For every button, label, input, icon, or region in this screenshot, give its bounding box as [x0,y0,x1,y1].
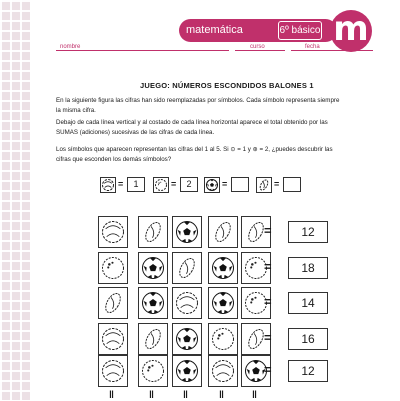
grid-cell [138,323,168,355]
row-sum-box: 12 [288,360,328,382]
brand-logo: m [330,10,372,52]
grid-cell [172,252,202,284]
instruction-line: Debajo de cada línea vertical y al costado de cada línea horizontal aparece el total obtenido por las [56,119,328,126]
grid-cell [98,216,128,248]
equals-sign: = [264,223,272,238]
subject-label: matemática [186,24,243,36]
golf-ball-icon [153,177,169,193]
date-label: fecha [305,44,320,50]
equals-sign: = [264,294,272,309]
instruction-line: cifras que esconden los demás símbolos? [56,156,172,163]
equals-sign: = [264,259,272,274]
volleyball-icon [100,177,116,193]
date-line [291,50,373,51]
grid-cell [208,287,238,319]
name-line [56,50,229,51]
grid-cell [172,216,202,248]
course-label: curso [250,44,265,50]
equals-sign: = [264,330,272,345]
instruction-line: En la siguiente figura las cifras han sido reemplazadas por símbolos. Cada símbolo representa siempre [56,97,340,104]
grid-cell [138,252,168,284]
grid-cell [98,323,128,355]
row-sum-box: 18 [288,257,328,279]
equals-sign: = [171,179,177,189]
grid-cell [172,323,202,355]
grid-cell [172,287,202,319]
grade-label: 6º básico [278,21,322,40]
name-label: nombre [60,44,81,50]
grid-cell [208,323,238,355]
symbol-value-box[interactable] [283,177,301,192]
rugby-ball-icon [256,177,272,193]
soccer-ball-icon [204,177,220,193]
row-sum-box: 12 [288,221,328,243]
row-sum-box: 14 [288,292,328,314]
column-equals-sign: ‖ [183,390,188,401]
column-equals-sign: ‖ [109,390,114,401]
decorative-sidebar [0,0,30,400]
column-equals-sign: ‖ [219,390,224,401]
grid-cell [172,355,202,387]
grid-cell [208,252,238,284]
column-equals-sign: ‖ [149,390,154,401]
instruction-line: la misma cifra. [56,107,96,114]
equals-sign: = [274,179,280,189]
equals-sign: = [264,362,272,377]
instruction-line: Los símbolos que aparecen representan las cifras del 1 al 5. Si ⊙ = 1 y ⊛ = 2, ¿puedes descubrir las [56,146,333,153]
grid-cell [98,252,128,284]
grid-cell [208,216,238,248]
grid-cell [138,287,168,319]
course-line [235,50,285,51]
grid-cell [138,216,168,248]
equals-sign: = [222,179,228,189]
symbol-value-box: 2 [180,177,198,192]
page-title: JUEGO: NÚMEROS ESCONDIDOS BALONES 1 [140,81,314,90]
grid-cell [138,355,168,387]
instruction-line: SUMAS (adiciones) sucesivas de las cifras de cada línea. [56,129,215,136]
symbol-value-box: 1 [127,177,145,192]
grid-cell [98,355,128,387]
symbol-value-box[interactable] [231,177,249,192]
grid-cell [208,355,238,387]
row-sum-box: 16 [288,328,328,350]
equals-sign: = [118,179,124,189]
column-equals-sign: ‖ [252,390,257,401]
grid-cell [98,287,128,319]
